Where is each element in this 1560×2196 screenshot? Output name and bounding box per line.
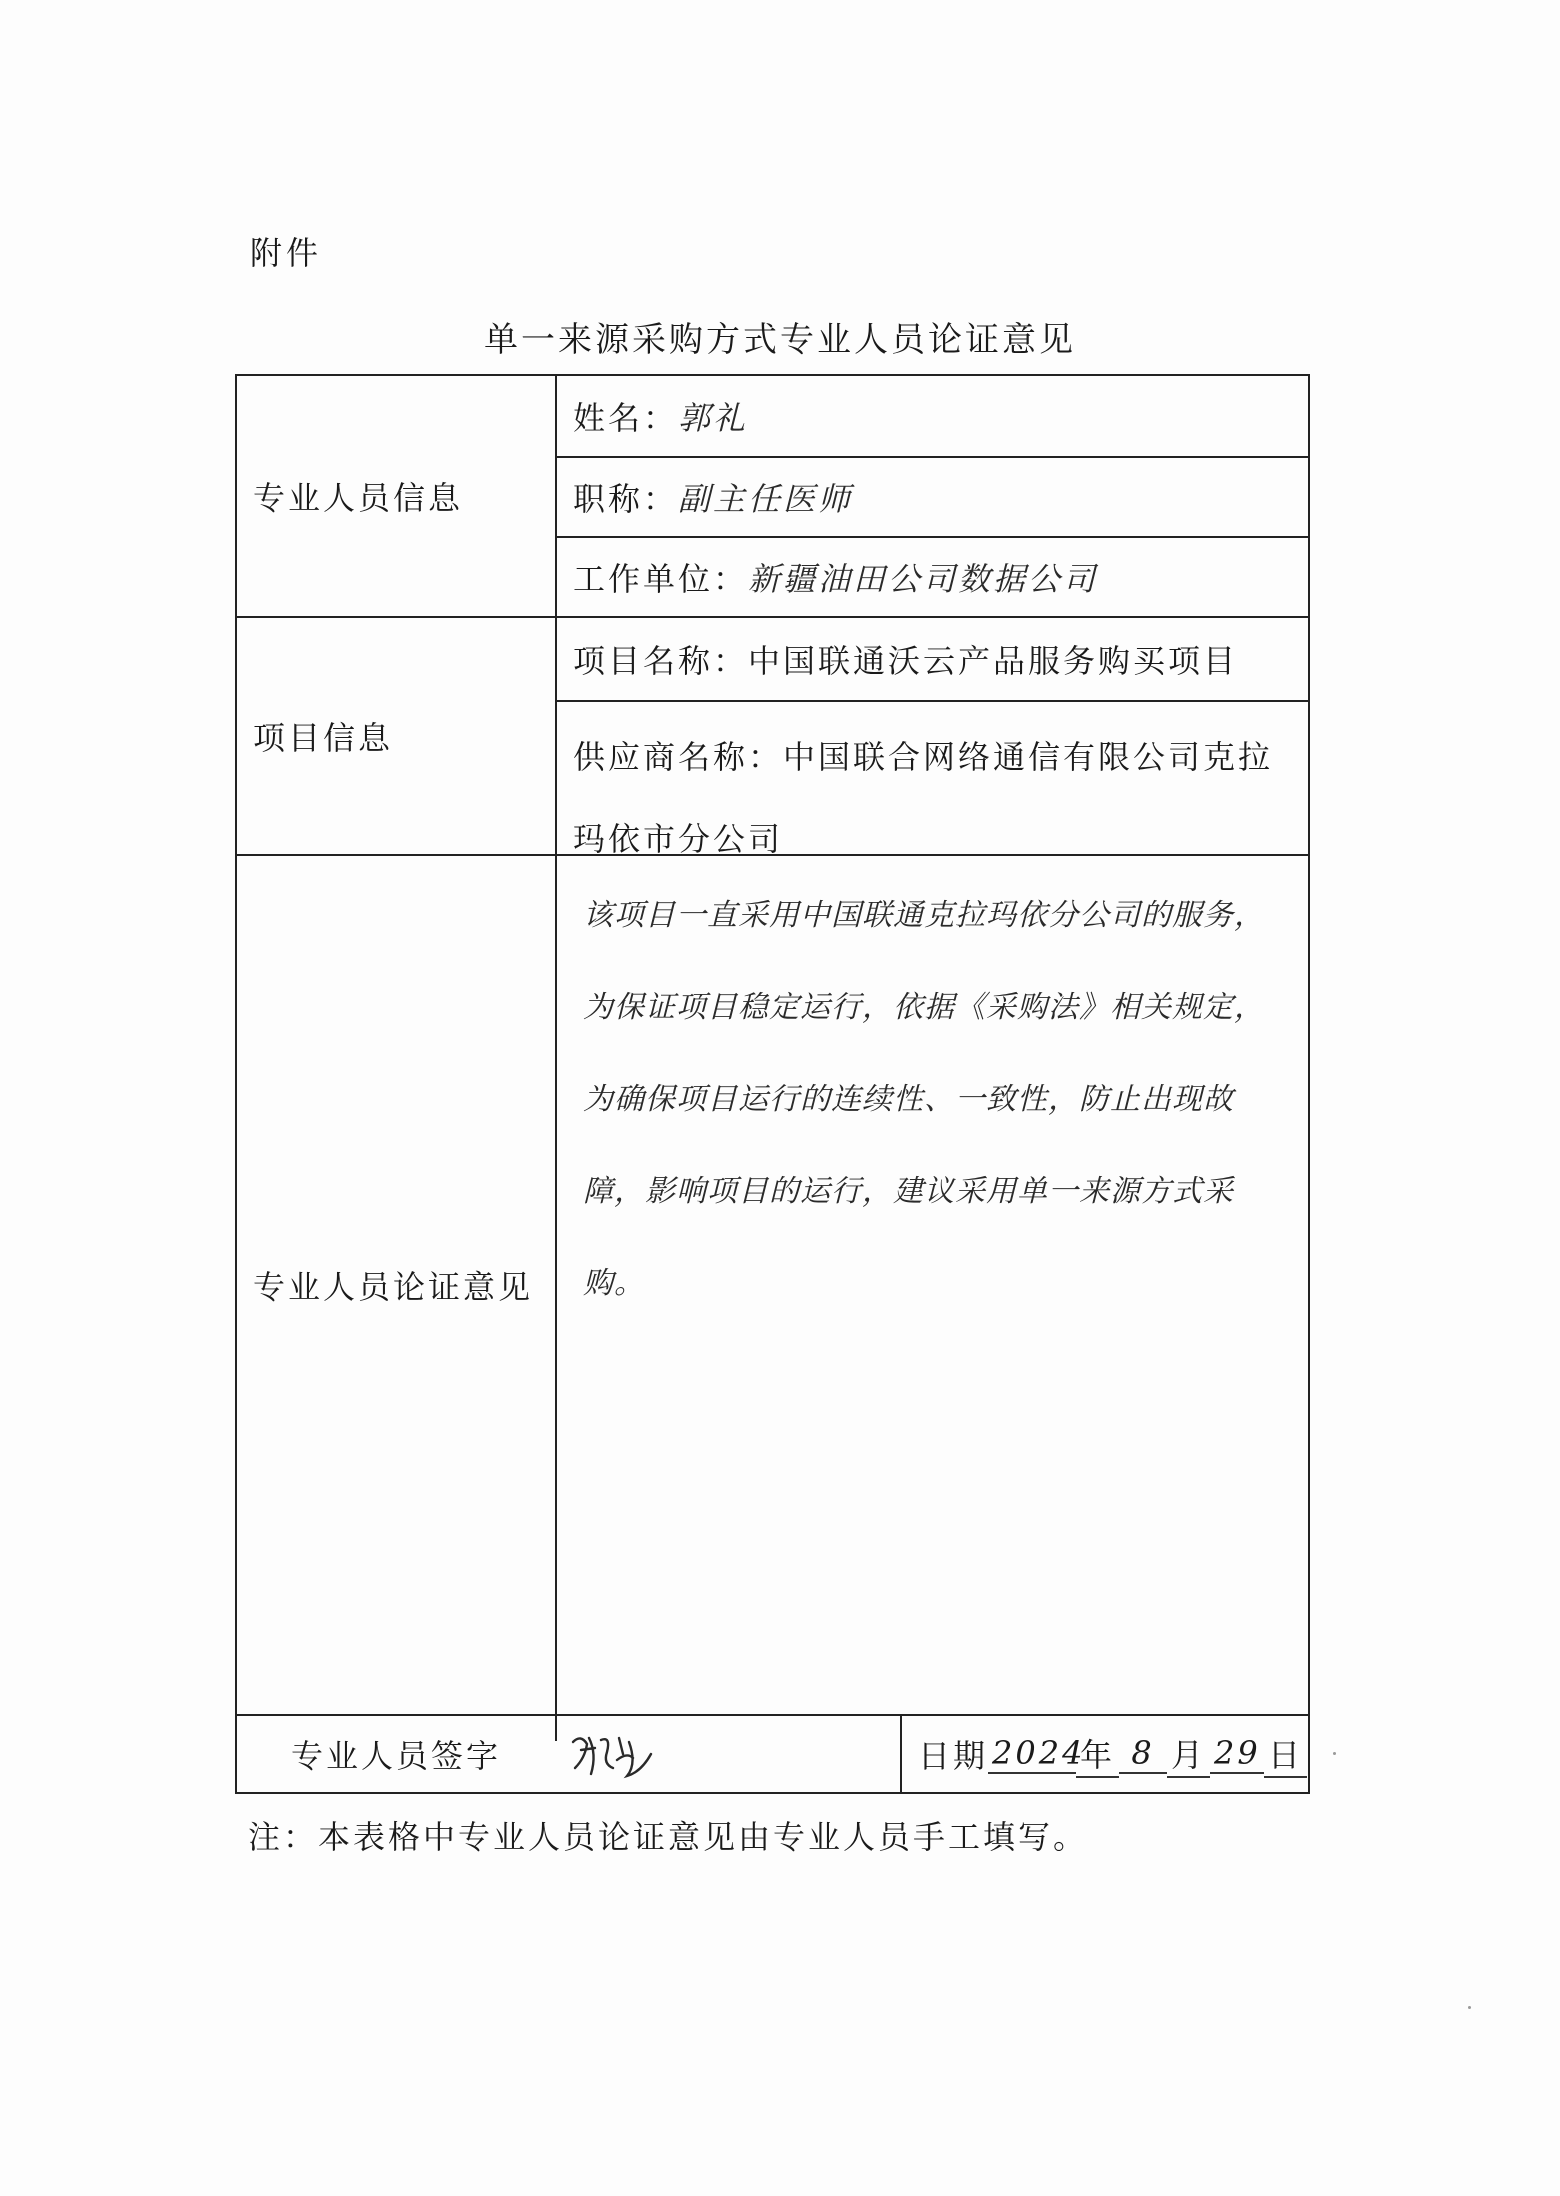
- handwritten-signature: [567, 1724, 657, 1784]
- supplier-value: 中国联合网络通信有限公司克拉玛依市分公司: [573, 738, 1274, 858]
- date-year-unit: 年: [1076, 1730, 1119, 1778]
- opinion-text: 该项目一直采用中国联通克拉玛依分公司的服务，为保证项目稳定运行，依据《采购法》相关规定，为确保项目运行的连续性、一致性，防止出现故障，影响项目的运行，建议采用单一来源方式采购。: [583, 898, 1265, 1301]
- employer-value: 新疆油田公司数据公司: [748, 560, 1099, 598]
- name-label: 姓名：: [573, 399, 679, 437]
- date-day-unit: 日: [1264, 1730, 1307, 1778]
- opinion-label: 专业人员论证意见: [253, 1268, 534, 1306]
- date-month-unit: 月: [1167, 1730, 1210, 1778]
- date-day: 29: [1210, 1734, 1264, 1774]
- date-label: 日期: [918, 1737, 989, 1775]
- title-row: [557, 458, 1307, 536]
- signature-field: [557, 1716, 900, 1792]
- project-info-label: 项目信息: [253, 719, 394, 757]
- document-title: 单一来源采购方式专业人员论证意见: [484, 320, 1076, 360]
- employer-row: [557, 538, 1307, 616]
- employer-label: 工作单位：: [573, 560, 749, 598]
- name-value: 郭礼: [678, 399, 749, 437]
- signature-label: 专业人员签字: [290, 1737, 501, 1775]
- expert-info-label: 专业人员信息: [253, 479, 464, 517]
- date-year: 2024: [988, 1734, 1076, 1774]
- title-value: 副主任医师: [678, 480, 854, 518]
- title-label: 职称：: [573, 480, 679, 518]
- attachment-label: 附件: [250, 234, 323, 272]
- scan-speck: [1468, 2006, 1471, 2009]
- supplier-row: [557, 702, 1307, 858]
- project-name-label: 项目名称：: [573, 642, 749, 680]
- project-name-value: 中国联通沃云产品服务购买项目: [748, 642, 1239, 680]
- opinion-form-table: [235, 374, 1310, 1794]
- date-month: 8: [1119, 1734, 1167, 1774]
- supplier-label: 供应商名称：: [573, 738, 784, 776]
- project-name-row: [557, 618, 1307, 700]
- name-row: [557, 376, 1307, 456]
- scan-speck: [1333, 1752, 1336, 1755]
- footnote: 注：本表格中专业人员论证意见由专业人员手工填写。: [248, 1818, 1089, 1856]
- date-field: [902, 1716, 1307, 1792]
